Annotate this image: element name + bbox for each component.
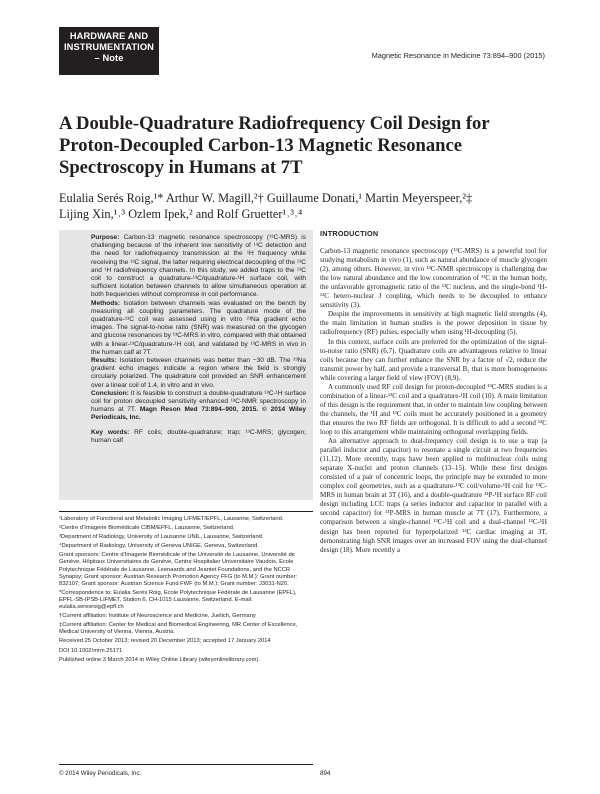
footnote-grant-sponsors: Grant sponsors: Centre d’Imagerie Biomédicale of the Université de Lausanne, Université de Genève, Hôpitaux Universitaires de Genève, Centre Hospitalier Universitaire Vaudois, Ecole Polytechnique Fédérale de Lausanne, Leenaards and Jeantet Foundations, and the NCCR Synapsy; Grant sponsor: Austrian Research Promotion Agency FFG (to M.M.); Grant number: 832107; Grant sponsor: Austrian Science Fund FWF (to M.M.); Grant number: J3031-N20. bbox=[59, 552, 298, 587]
footnote-affiliation-2: ²Centre d’Imagerie Biomédicale CIBM/EPFL, Lausanne, Switzerland. bbox=[59, 525, 235, 532]
title-line-2: Proton-Decoupled Carbon-13 Magnetic Resonance bbox=[59, 135, 462, 156]
authors-line-1: Eulalia Serés Roig,¹* Arthur W. Magill,²† Guillaume Donati,¹ Martin Meyerspeer,²‡ bbox=[59, 191, 473, 205]
intro-paragraph: Carbon-13 magnetic resonance spectroscopy (¹³C-MRS) is a powerful tool for studying metabolism in vivo (1), such as natural abundance of muscle glycogen (2), among others. However, in vivo ¹³C-NMR spectroscopy is challenging due the low natural abundance and the low concentration of ¹³C in the human body, the unfavorable gyromagnetic ratio of the ¹³C nucleus, and the single-bond ¹H-¹³C hetero-nuclear J coupling, which needs to be decoupled to enhance sensitivity (3). bbox=[320, 247, 547, 310]
footnote-affiliation-1: ¹Laboratory of Functional and Metabolic Imaging LIFMET/EPFL, Lausanne, Switzerland. bbox=[59, 516, 284, 522]
results-label: Results: bbox=[91, 357, 117, 365]
copyright-notice: © 2014 Wiley Periodicals, Inc. bbox=[59, 770, 142, 777]
journal-header: Magnetic Resonance in Medicine 73:894–900 (2015) bbox=[371, 51, 545, 60]
author-list bbox=[59, 191, 559, 222]
abstract-results bbox=[91, 357, 306, 390]
footnote-affiliation-3: ³Department of Radiology, University of Lausanne UNIL, Lausanne, Switzerland. bbox=[59, 534, 264, 541]
intro-paragraph: Despite the improvements in sensitivity at high magnetic field strengths (4), the main limitation in human studies is the power deposition in tissue by radiofrequency (RF) pulses, especially when using ¹H-decoupling (5). bbox=[320, 310, 547, 337]
purpose-label: Purpose: bbox=[91, 234, 120, 241]
article-title bbox=[59, 113, 549, 179]
abstract-box bbox=[59, 230, 313, 500]
conclusion-text: It is feasible to construct a double-quadrature ¹³C-¹H surface coil for proton decoupled sensitivity enhanced ¹³C-NMR spectroscopy in humans at 7T. bbox=[91, 389, 306, 414]
intro-paragraph: An alternative approach to dual-frequency coil design is to use a trap (a parallel inductor and capacitor) to resonate a single circuit at two frequencies (11,12). More recently, traps have been applied to multinuclear coils using separate X-nuclei and proton channels (13–15). While these first designs consisted of a pair of concentric loops, the principle may be extended to more complex coil geometries, such as a quadrature-¹³C coil/volume-¹H coil for ¹³C-MRS in human brain at 3T (16), and a double-quadrature ³¹P-¹H surface RF coil design including LCC traps (a series inductor and capacitor in parallel with a second capacitor) for ³¹P-MRS in human muscle at 7T (17). Furthermore, a comparison between a single-channel ¹³C-¹H coil and a dual-channel ¹³C-¹H design has been reported for hyperpolarized ¹³C cardiac imaging at 3T, demonstrating high SNR images over an increased FOV using the dual-channel design (18). More recently a bbox=[320, 437, 547, 554]
footnote-correspondence: *Correspondence to: Eulalia Serés Roig, Ecole Polytechnique Fédérale de Lausanne (EPFL), EPFL-SB-IPSB-LIFMET, Station 6, CH-1015 Lausanne, Switzerland. E-mail: eulalia.seresroig@epfl.ch bbox=[59, 589, 297, 611]
conclusion-label: Conclusion: bbox=[91, 389, 129, 397]
banner-line-1: HARDWARE AND bbox=[69, 31, 149, 41]
footnote-current-affiliation-2: ‡Current affiliation: Center for Medical and Biomedical Engineering, MR Center of Excellence, Medical University of Vienna, Vienna, Austria. bbox=[59, 622, 298, 636]
introduction-heading: INTRODUCTION bbox=[320, 229, 379, 238]
article-type-banner bbox=[59, 27, 159, 75]
footnote-received: Received 25 October 2013; revised 20 December 2013; accepted 17 January 2014 bbox=[59, 638, 271, 645]
abstract-conclusion bbox=[91, 390, 306, 423]
banner-line-2: INSTRUMENTATION bbox=[64, 42, 154, 52]
footnote-current-affiliation-1: †Current affiliation: Institute of Neuroscience and Medicine, Juelich, Germany bbox=[59, 613, 256, 620]
results-text: Isolation between channels was better than −30 dB. The ²³Na gradient echo images indicate a region where the field is strongly circularly polarized. The quadrature coil provided an SNR enhancement over a linear coil of 1.4, in vitro and in vivo. bbox=[91, 357, 306, 389]
intro-paragraph: In this context, surface coils are preferred for the optimization of the signal-to-noise ratio (SNR) (6,7). Quadrature coils are advantageous relative to linear coils because they can further enhance the SNR by a factor of √2, reduce the transmit power by half, and provide a transversal B₁ that is more homogeneous while covering a larger field of view (FOV) (8,9). bbox=[320, 337, 547, 382]
footnote-published-online: Published online 3 March 2014 in Wiley Online Library (wileyonlinelibrary.com). bbox=[59, 656, 260, 663]
keywords-text: RF coils; double-quadrature; trap; ¹³C-MRS; glycogen; human calf bbox=[91, 428, 306, 444]
citation-text: Magn Reson Med 73:894–900, 2015. © 2014 Wiley Periodicals, Inc. bbox=[91, 406, 306, 422]
abstract-purpose bbox=[91, 234, 306, 300]
banner-line-3: – Note bbox=[94, 53, 124, 63]
footnotes bbox=[59, 516, 313, 666]
footnote-affiliation-4: ⁴Department of Radiology, University of Geneva UNIGE, Geneva, Switzerland. bbox=[59, 543, 259, 550]
intro-paragraph: A commonly used RF coil design for proton-decoupled ¹³C-MRS studies is a combination of a linear-¹³C coil and a quadrature-¹H coil (10). A main limitation of this design is the requirement that, in order to maintain low coupling between the channels, the ¹H and ¹³C coils must be accurately positioned in a geometry that ensures the two RF fields are orthogonal. It is difficult to add a second ¹³C loop to this arrangement while maintaining orthogonal overlapping fields. bbox=[320, 382, 547, 436]
authors-line-2: Lijing Xin,¹˒³ Ozlem Ipek,² and Rolf Gruetter¹˒³˒⁴ bbox=[59, 206, 303, 221]
introduction-section bbox=[320, 229, 547, 555]
abstract-methods bbox=[91, 300, 306, 357]
purpose-text: Carbon-13 magnetic resonance spectroscopy (¹³C-MRS) is challenging because of the inherent low sensitivity of ¹³C detection and the need for radiofrequency transmission at the ¹H frequency while receiving the ¹³C signal, the latter requiring electrical decoupling of the ¹³C and ¹H radiofrequency channels. In this study, we added traps to the ¹³C coil to construct a quadrature-¹³C/quadrature-¹H surface coil, with sufficient isolation between channels to allow simultaneous operation at both frequencies without compromise in coil performance. bbox=[91, 234, 306, 299]
keywords-label: Key words: bbox=[91, 428, 130, 436]
methods-text: Isolation between channels was evaluated on the bench by measuring all coupling parameters. The quadrature mode of the quadrature-¹³C coil was assessed using in vitro ²³Na gradient echo images. The signal-to-noise ratio (SNR) was measured on the glycogen and glucose resonances by ¹³C-MRS in vitro, compared with that obtained with a linear-¹³C/quadrature-¹H coil, and validated by ¹³C-MRS in vivo in the human calf at 7T. bbox=[91, 299, 306, 356]
title-line-1: A Double-Quadrature Radiofrequency Coil Design for bbox=[59, 113, 490, 134]
title-line-3: Spectroscopy in Humans at 7T bbox=[59, 157, 303, 178]
footnote-doi: DOI 10.1002/mrm.25171 bbox=[59, 647, 123, 654]
abstract-keywords bbox=[91, 429, 306, 445]
footnote-divider bbox=[59, 511, 313, 512]
page-number: 894 bbox=[320, 770, 331, 777]
bottom-divider bbox=[59, 764, 313, 765]
methods-label: Methods: bbox=[91, 299, 121, 307]
